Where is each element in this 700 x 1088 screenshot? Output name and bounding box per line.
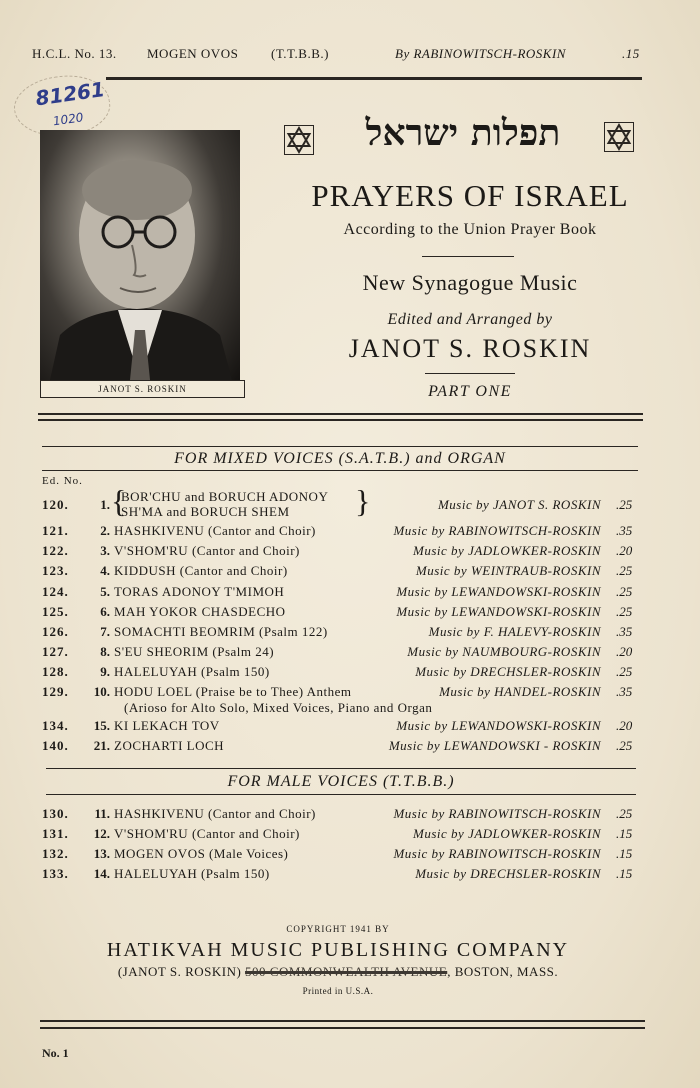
row-price: .20 — [616, 718, 633, 733]
address-struck: 500 COMMONWEALTH AVENUE — [245, 964, 448, 979]
row-title: SOMACHTI BEOMRIM (Psalm 122) — [114, 624, 328, 639]
row-title: V'SHOM'RU (Cantor and Choir) — [114, 543, 300, 558]
row-number: 9. — [100, 664, 110, 679]
footer-rule-top — [40, 1020, 645, 1022]
row-ed-number: 127. — [42, 644, 69, 659]
row-price: .35 — [616, 624, 633, 639]
row-number: 6. — [100, 604, 110, 619]
publisher-name-text: HATIKVAH MUSIC PUBLISHING COMPANY — [106, 939, 570, 961]
table-row — [0, 826, 700, 846]
table-row — [0, 644, 700, 664]
row-title: ZOCHARTI LOCH — [114, 738, 225, 753]
double-rule-bottom — [38, 419, 643, 421]
table-row — [0, 523, 700, 543]
row-ed-number: 131. — [42, 826, 69, 841]
row-number: 2. — [100, 523, 110, 538]
row-title: HODU LOEL (Praise be to Thee) Anthem — [114, 684, 352, 699]
edited-by-label: Edited and Arranged by — [387, 311, 553, 328]
row-music-credit: Music by F. HALEVY-ROSKIN — [428, 624, 601, 639]
table-row — [0, 563, 700, 583]
row-ed-number: 129. — [42, 684, 69, 699]
row-price: .25 — [616, 806, 633, 821]
right-brace-icon: } — [355, 483, 371, 519]
copyright-line: COPYRIGHT 1941 BY — [286, 924, 390, 934]
header-voices: (T.T.B.B.) — [271, 46, 329, 61]
row-title: TORAS ADONOY T'MIMOH — [114, 584, 285, 599]
table-row — [0, 846, 700, 866]
row-music-credit: Music by NAUMBOURG-ROSKIN — [407, 644, 601, 659]
row-number: 14. — [93, 866, 110, 881]
row-ed-number: 126. — [42, 624, 69, 639]
row-title: HALELUYAH (Psalm 150) — [114, 866, 270, 881]
portrait-illustration — [40, 130, 240, 380]
row-number: 7. — [100, 624, 110, 639]
male-voices-heading: FOR MALE VOICES (T.T.B.B.) — [227, 773, 455, 790]
title-divider — [422, 256, 514, 257]
table-row — [0, 684, 700, 718]
male-heading-rule-top — [46, 768, 636, 769]
row-music-credit: Music by JADLOWKER-ROSKIN — [413, 543, 601, 558]
row-number: 1. — [100, 497, 110, 512]
row-title: V'SHOM'RU (Cantor and Choir) — [114, 826, 300, 841]
row-music-credit: Music by RABINOWITSCH-ROSKIN — [393, 806, 601, 821]
row-price: .35 — [616, 684, 633, 699]
row-music-credit: Music by LEWANDOWSKI - ROSKIN — [388, 738, 601, 753]
row-music-credit: Music by HANDEL-ROSKIN — [439, 684, 601, 699]
header-credit: By RABINOWITSCH-ROSKIN — [395, 46, 566, 61]
row-title-secondary: SH'MA and BORUCH SHEM — [121, 504, 290, 519]
row-music-credit: Music by JANOT S. ROSKIN — [437, 497, 601, 512]
row-number: 11. — [94, 806, 110, 821]
stamp-number: 81261 — [34, 77, 107, 111]
row-music-credit: Music by DRECHSLER-ROSKIN — [415, 664, 601, 679]
row-title: MOGEN OVOS (Male Voices) — [114, 846, 289, 861]
left-brace-icon: { — [111, 483, 127, 519]
row-ed-number: 132. — [42, 846, 69, 861]
star-of-david-icon-right — [604, 122, 634, 152]
star-of-david-icon-left — [284, 125, 314, 155]
publisher-name — [0, 939, 676, 962]
table-row — [0, 483, 700, 521]
table-row — [0, 718, 700, 738]
catalog-number: H.C.L. No. 13. — [32, 46, 117, 61]
row-title: HALELUYAH (Psalm 150) — [114, 664, 270, 679]
table-row — [0, 866, 700, 886]
row-number: 3. — [100, 543, 110, 558]
editor-name: JANOT S. ROSKIN — [348, 334, 592, 363]
male-heading-rule-bottom — [46, 794, 636, 795]
row-music-credit: Music by LEWANDOWSKI-ROSKIN — [396, 718, 601, 733]
row-price: .25 — [616, 664, 633, 679]
row-price: .25 — [616, 604, 633, 619]
portrait-caption: JANOT S. ROSKIN — [40, 380, 245, 398]
table-row — [0, 624, 700, 644]
row-title: KI LEKACH TOV — [114, 718, 220, 733]
header-price: .15 — [622, 46, 640, 61]
part-label: PART ONE — [428, 383, 512, 400]
row-title: HASHKIVENU (Cantor and Choir) — [114, 806, 316, 821]
row-music-credit: Music by DRECHSLER-ROSKIN — [415, 866, 601, 881]
portrait-photo — [40, 130, 240, 380]
row-ed-number: 133. — [42, 866, 69, 881]
row-ed-number: 121. — [42, 523, 69, 538]
row-price: .15 — [616, 826, 633, 841]
address-city: , BOSTON, MASS. — [447, 964, 559, 979]
row-number: 8. — [100, 644, 110, 659]
row-price: .25 — [616, 497, 633, 512]
row-music-credit: Music by JADLOWKER-ROSKIN — [413, 826, 601, 841]
row-price: .15 — [616, 866, 633, 881]
row-ed-number: 125. — [42, 604, 69, 619]
edition-number: No. 1 — [42, 1046, 69, 1060]
row-number: 10. — [93, 684, 110, 699]
row-number: 21. — [93, 738, 110, 753]
table-row — [0, 738, 700, 758]
publisher-address — [0, 964, 676, 980]
row-ed-number: 122. — [42, 543, 69, 558]
row-ed-number: 134. — [42, 718, 69, 733]
row-price: .25 — [616, 563, 633, 578]
row-price: .20 — [616, 543, 633, 558]
row-ed-number: 123. — [42, 563, 69, 578]
row-price: .20 — [616, 644, 633, 659]
table-row — [0, 604, 700, 624]
row-title-secondary: (Arioso for Alto Solo, Mixed Voices, Piano and Organ — [124, 700, 433, 715]
row-number: 5. — [100, 584, 110, 599]
mixed-heading-rule-top — [42, 446, 638, 447]
row-number: 13. — [93, 846, 110, 861]
row-title: S'EU SHEORIM (Psalm 24) — [114, 644, 275, 659]
row-title: KIDDUSH (Cantor and Choir) — [114, 563, 288, 578]
row-music-credit: Music by RABINOWITSCH-ROSKIN — [393, 523, 601, 538]
row-price: .15 — [616, 846, 633, 861]
header-song: MOGEN OVOS — [147, 46, 239, 61]
table-row — [0, 543, 700, 563]
row-ed-number: 120. — [42, 497, 69, 512]
row-price: .35 — [616, 523, 633, 538]
main-title: PRAYERS OF ISRAEL — [311, 178, 629, 213]
footer-rule-bottom — [40, 1027, 645, 1029]
stamp-subnumber: 1020 — [52, 110, 85, 129]
row-ed-number: 128. — [42, 664, 69, 679]
hebrew-title: תפלות ישראל — [365, 112, 561, 154]
address-owner: (JANOT S. ROSKIN) — [117, 964, 242, 979]
table-row — [0, 664, 700, 684]
row-price: .25 — [616, 584, 633, 599]
printed-in: Printed in U.S.A. — [302, 986, 374, 996]
table-row — [0, 584, 700, 604]
row-ed-number: 124. — [42, 584, 69, 599]
row-title: HASHKIVENU (Cantor and Choir) — [114, 523, 316, 538]
ed-no-label: Ed. No. — [42, 475, 83, 487]
row-number: 15. — [93, 718, 110, 733]
row-ed-number: 130. — [42, 806, 69, 821]
series-title: New Synagogue Music — [362, 270, 578, 295]
subtitle: According to the Union Prayer Book — [343, 221, 597, 238]
table-row — [0, 806, 700, 826]
row-ed-number: 140. — [42, 738, 69, 753]
row-number: 4. — [100, 563, 110, 578]
mixed-voices-heading: FOR MIXED VOICES (S.A.T.B.) and ORGAN — [174, 450, 506, 467]
row-music-credit: Music by LEWANDOWSKI-ROSKIN — [396, 604, 601, 619]
header-rule — [106, 77, 642, 80]
row-music-credit: Music by WEINTRAUB-ROSKIN — [415, 563, 601, 578]
row-number: 12. — [93, 826, 110, 841]
row-music-credit: Music by LEWANDOWSKI-ROSKIN — [396, 584, 601, 599]
row-music-credit: Music by RABINOWITSCH-ROSKIN — [393, 846, 601, 861]
row-price: .25 — [616, 738, 633, 753]
double-rule-top — [38, 413, 643, 415]
mixed-heading-rule-bottom — [42, 470, 638, 471]
row-title: BOR'CHU and BORUCH ADONOY — [121, 489, 329, 504]
row-title: MAH YOKOR CHASDECHO — [114, 604, 286, 619]
part-divider — [425, 373, 515, 374]
